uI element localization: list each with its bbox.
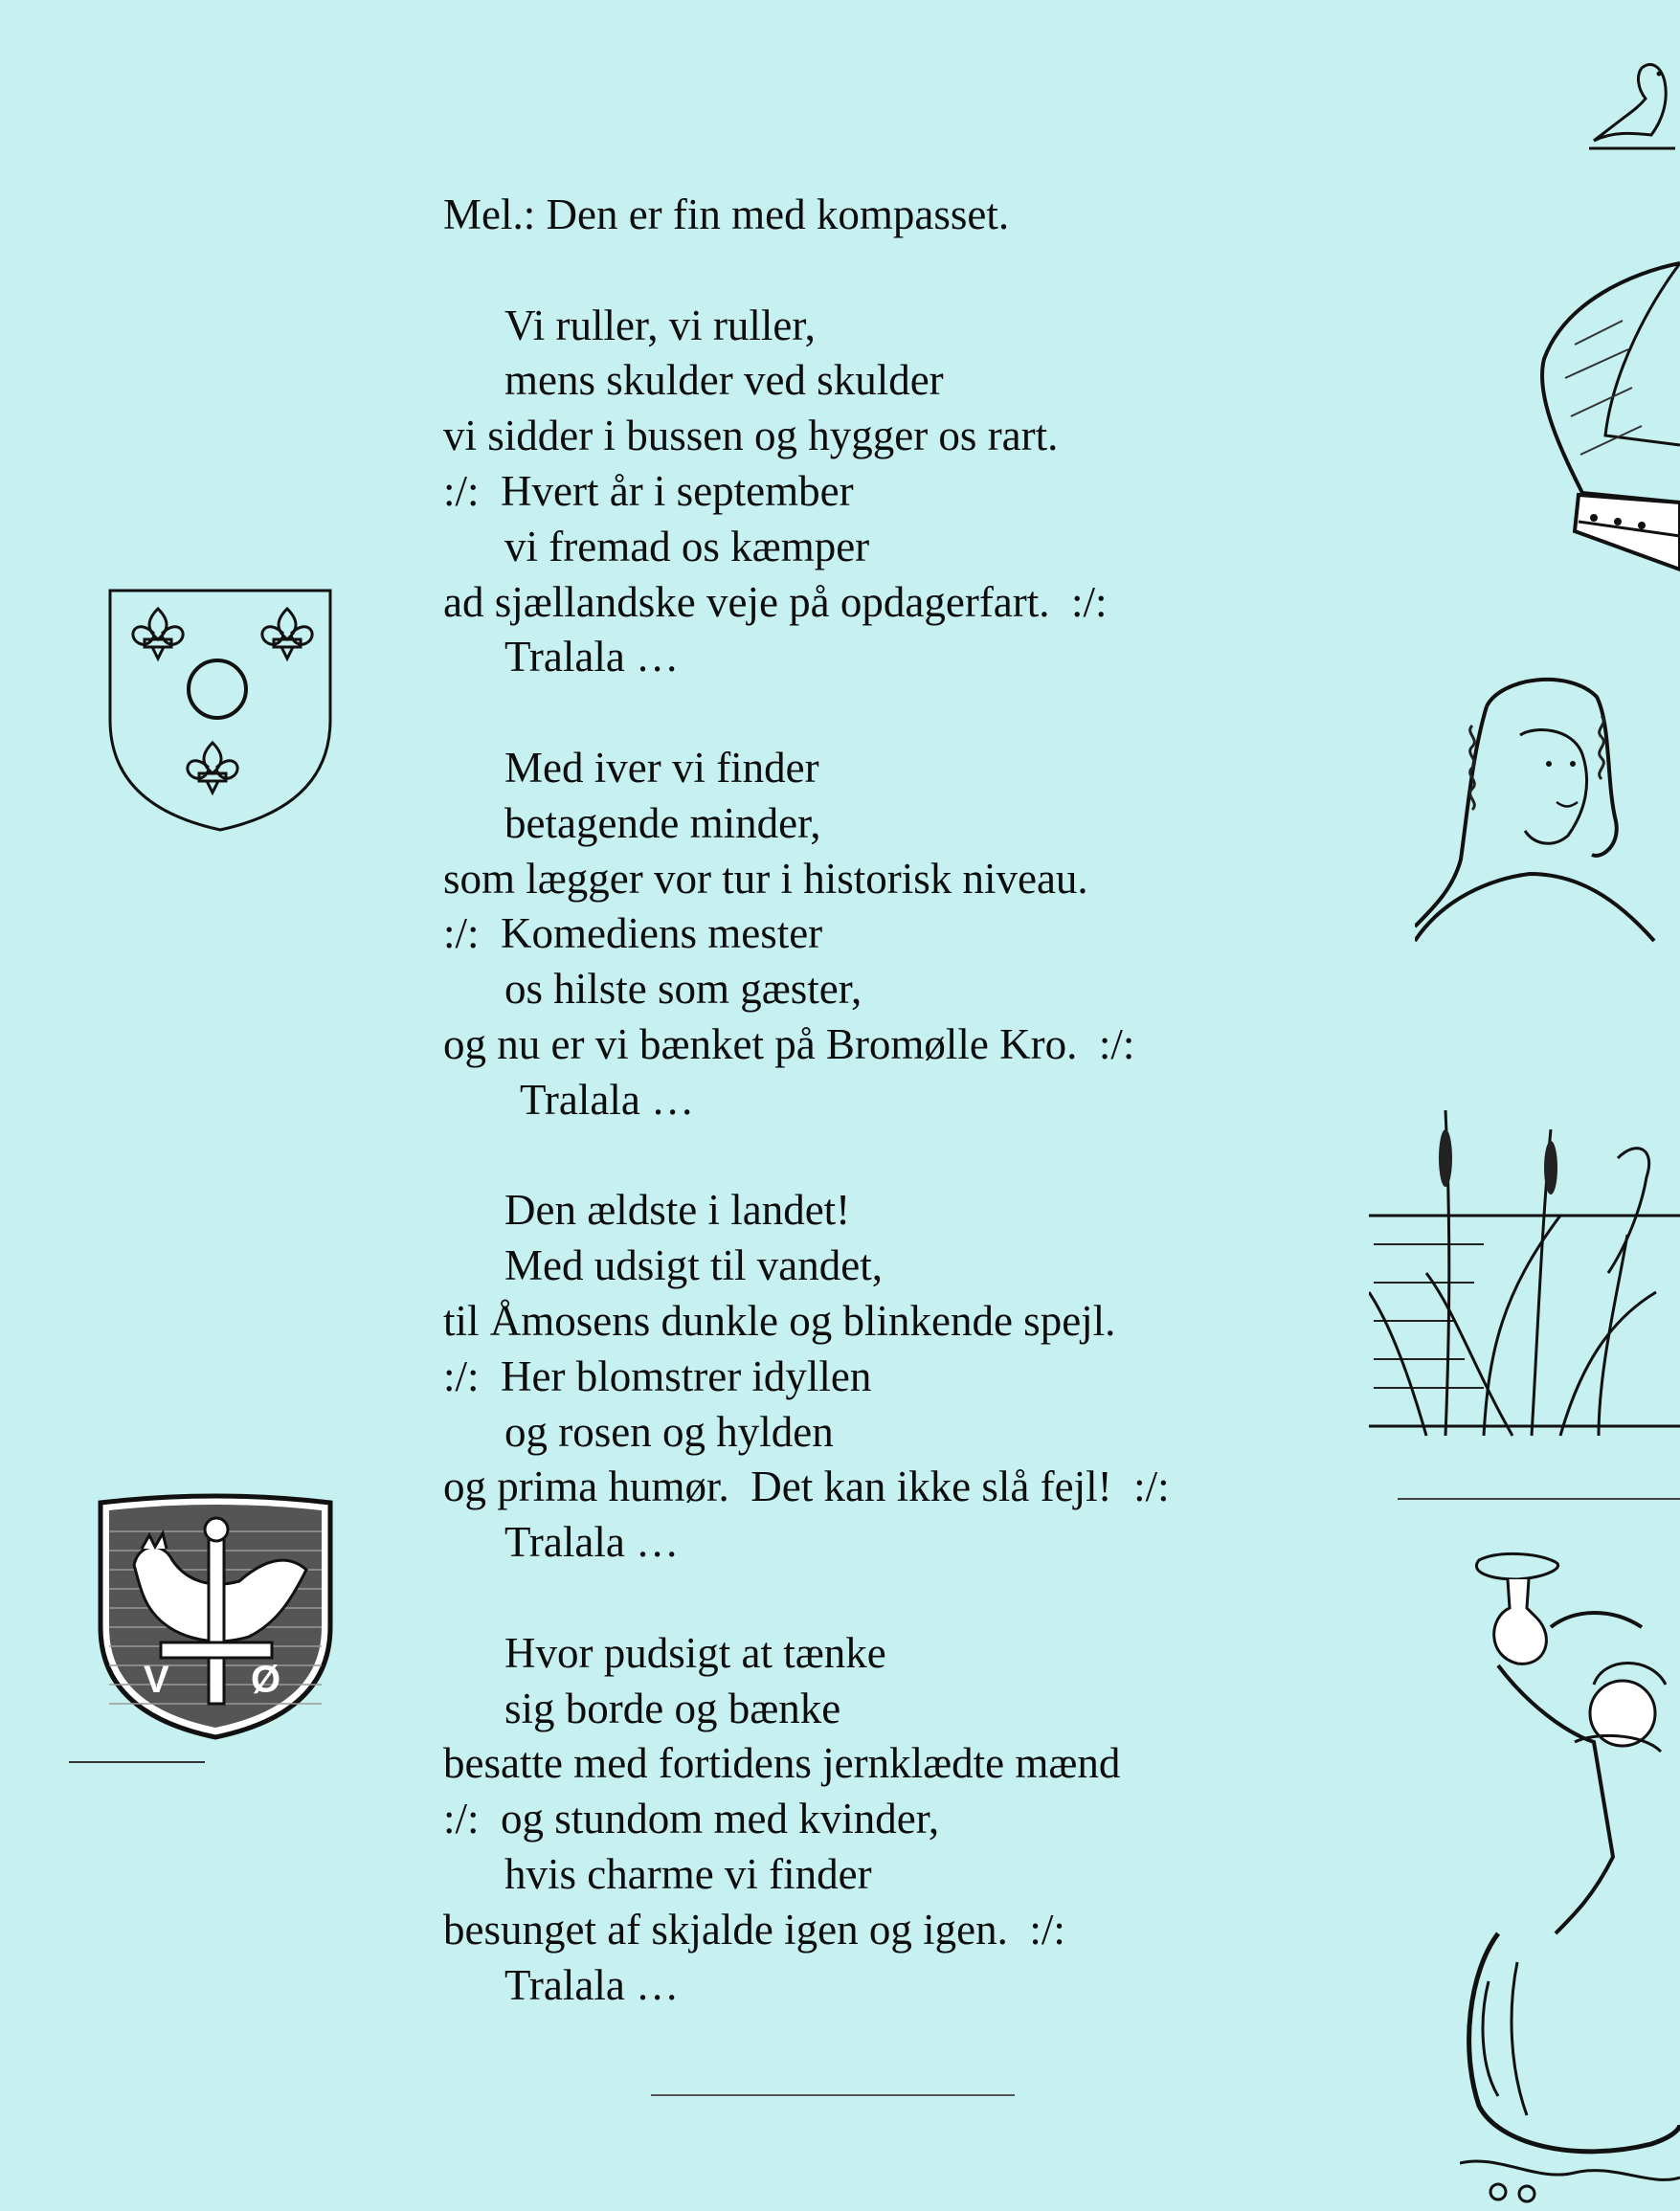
- verse-line: og nu er vi bænket på Bromølle Kro. :/:: [443, 1019, 1135, 1068]
- verse-line: besatte med fortidens jernklædte mænd: [443, 1739, 1121, 1788]
- verse-line: besunget af skjalde igen og igen. :/:: [443, 1905, 1065, 1954]
- spacer: [443, 1128, 1305, 1184]
- refrain-line: Tralala …: [520, 1075, 695, 1124]
- verse-line: hvis charme vi finder: [504, 1849, 872, 1898]
- spacer: [443, 1571, 1305, 1626]
- verse-line: ad sjællandske veje på opdagerfart. :/:: [443, 577, 1108, 626]
- verse-line: Med iver vi finder: [504, 743, 819, 792]
- crest-letter-oe: Ø: [251, 1659, 281, 1701]
- refrain-line: Tralala …: [504, 1518, 680, 1567]
- verse-line: til Åmosens dunkle og blinkende spejl.: [443, 1296, 1116, 1345]
- rooster-crest-icon: [96, 1493, 335, 1742]
- refrain-line: Tralala …: [504, 1960, 680, 2009]
- verse-line: og rosen og hylden: [504, 1407, 834, 1456]
- verse-line: Hvor pudsigt at tænke: [504, 1628, 886, 1677]
- verse-line: Vi ruller, vi ruller,: [504, 301, 816, 349]
- verse-line: betagende minder,: [504, 798, 821, 847]
- song-text: [443, 188, 1305, 2013]
- verse-line: :/: og stundom med kvinder,: [443, 1795, 940, 1843]
- verse-line: sig borde og bænke: [504, 1684, 841, 1732]
- verse-line: som lægger vor tur i historisk niveau.: [443, 854, 1088, 903]
- portrait-icon: [1415, 668, 1680, 955]
- verse-3: [443, 1183, 1305, 1571]
- crown-icon: [1536, 244, 1680, 584]
- verse-2: [443, 741, 1305, 1128]
- verse-line: vi sidder i bussen og hygger os rart.: [443, 412, 1059, 460]
- refrain-line: Tralala …: [504, 633, 680, 681]
- divider-rule-bottom: [651, 2094, 1015, 2096]
- spacer: [443, 243, 1305, 299]
- verse-line: os hilste som gæster,: [504, 965, 862, 1014]
- crest-letter-v: V: [144, 1659, 169, 1701]
- verse-line: vi fremad os kæmper: [504, 522, 870, 570]
- divider-rule-right: [1398, 1498, 1680, 1500]
- verse-line: :/: Komediens mester: [443, 909, 823, 958]
- verse-1: [443, 299, 1305, 686]
- verse-line: og prima humør. Det kan ikke slå fejl! :/:: [443, 1463, 1170, 1511]
- verse-line: :/: Hvert år i september: [443, 466, 854, 515]
- verse-line: :/: Her blomstrer idyllen: [443, 1351, 872, 1400]
- verse-line: mens skulder ved skulder: [504, 356, 944, 405]
- melody-line: Mel.: Den er fin med kompasset.: [443, 190, 1010, 238]
- squirrel-icon: [1584, 53, 1680, 153]
- fleur-de-lis-crest-icon: [105, 586, 335, 835]
- bacchus-barrel-icon: [1460, 1551, 1680, 2211]
- divider-rule-left: [69, 1761, 205, 1763]
- verse-4: [443, 1626, 1305, 2014]
- verse-line: Med udsigt til vandet,: [504, 1241, 883, 1290]
- marsh-stork-icon: [1369, 1101, 1680, 1455]
- verse-line: Den ældste i landet!: [504, 1186, 851, 1235]
- spacer: [443, 685, 1305, 741]
